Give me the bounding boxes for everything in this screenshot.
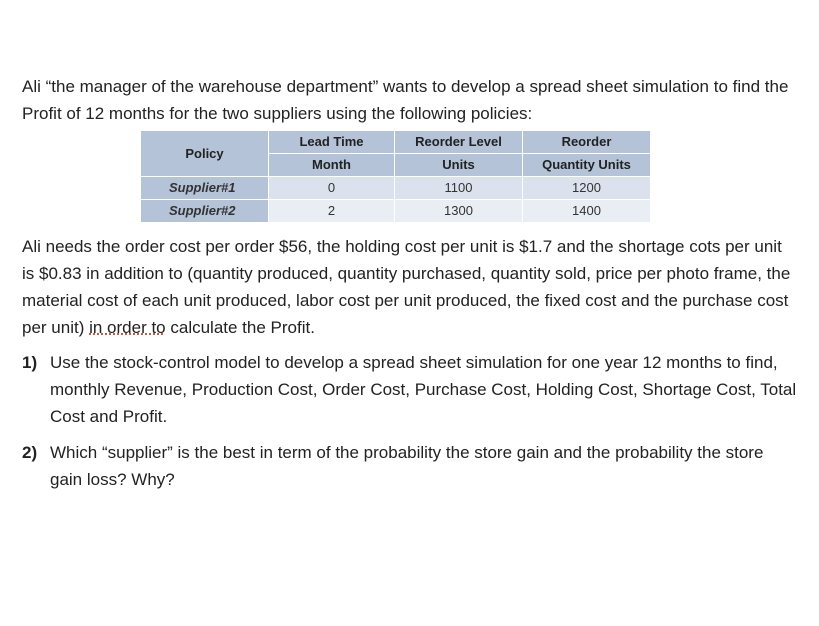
cell-reorder-level: 1100 [395, 177, 523, 200]
cell-reorder-level: 1300 [395, 200, 523, 223]
header-lead-time-unit: Month [269, 154, 395, 177]
row-supplier-name: Supplier#1 [141, 177, 269, 200]
body-text-start: Ali needs the order cost per order $56, the holding cost per unit is $1.7 and the shortage cots per unit is $0.83 in addition to (quantity produced, quantity purchased, quantity sold, price per photo frame, the material cost of each unit produced, labor cost per unit produced, the fixed cost and the purchase cost per unit) [22, 237, 791, 337]
table-row [141, 200, 651, 223]
table-row [141, 177, 651, 200]
spellcheck-underlined-text: in order to [89, 318, 166, 337]
body-paragraph [22, 233, 797, 341]
list-item [22, 349, 797, 430]
policy-table [140, 130, 651, 223]
question-number: 2) [22, 443, 38, 462]
cell-lead-time: 0 [269, 177, 395, 200]
header-reorder-qty-unit: Quantity Units [523, 154, 651, 177]
policy-table-wrapper [140, 130, 650, 223]
header-reorder-qty: Reorder [523, 131, 651, 154]
question-text: Use the stock-control model to develop a spread sheet simulation for one year 12 months to find, monthly Revenue, Production Cost, Order Cost, Purchase Cost, Holding Cost, Shortage Cost, Total Cost and Profit. [50, 353, 797, 426]
body-text-end: calculate the Profit. [165, 318, 315, 337]
cell-reorder-qty: 1400 [523, 200, 651, 223]
row-supplier-name: Supplier#2 [141, 200, 269, 223]
questions-list [22, 349, 797, 493]
header-policy: Policy [141, 131, 269, 177]
list-item [22, 439, 797, 493]
question-number: 1) [22, 353, 38, 372]
header-reorder-level-unit: Units [395, 154, 523, 177]
intro-paragraph: Ali “the manager of the warehouse department” wants to develop a spread sheet simulation to find the Profit of 12 months for the two suppliers using the following policies: [22, 77, 789, 123]
header-lead-time: Lead Time [269, 131, 395, 154]
document-page [22, 73, 797, 502]
cell-lead-time: 2 [269, 200, 395, 223]
header-reorder-level: Reorder Level [395, 131, 523, 154]
cell-reorder-qty: 1200 [523, 177, 651, 200]
question-text: Which “supplier” is the best in term of the probability the store gain and the probability the store gain loss? Why? [50, 443, 764, 489]
